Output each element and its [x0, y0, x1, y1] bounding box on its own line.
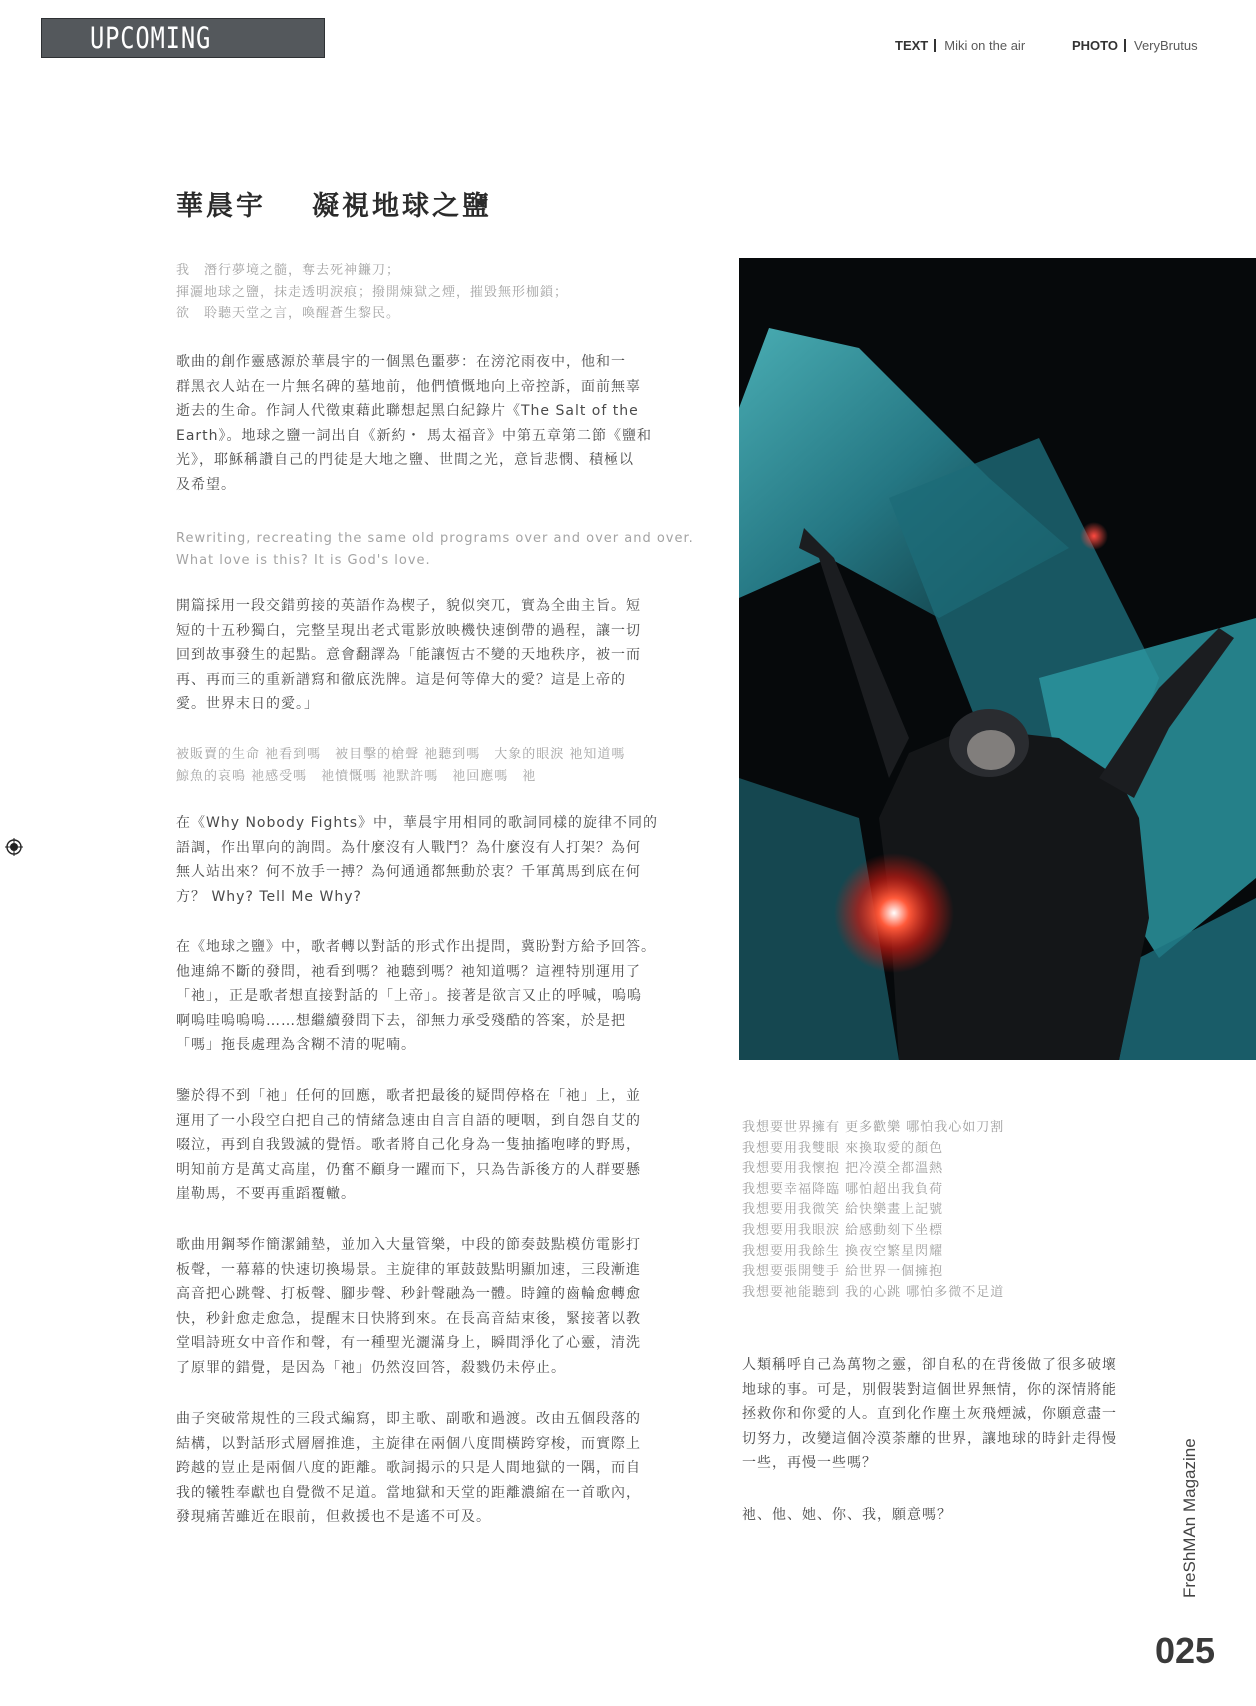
right-lyrics — [742, 1118, 1182, 1303]
text-line: 光》，耶穌稱讚自己的門徒是大地之鹽、世間之光，意旨悲憫、積極以 — [176, 452, 634, 468]
text-line: 啊嗚哇嗚嗚嗚……想繼續發問下去，卻無力承受殘酷的答案，於是把 — [176, 1012, 626, 1029]
english-lyrics — [176, 528, 694, 571]
text-line: 曲子突破常規性的三段式編寫，即主歌、副歌和過渡。改由五個段落的 — [176, 1411, 641, 1427]
lyric-line: What love is this? It is God's love. — [176, 552, 431, 568]
right-paragraph-2 — [742, 1503, 1154, 1528]
lyric-line: 揮灑地球之鹽，抹走透明淚痕；撥開煉獄之煙，摧毀無形枷鎖； — [176, 284, 569, 300]
page-number: 025 — [1155, 1630, 1216, 1671]
text-line: 堂唱詩班女中音作和聲，有一種聖光灑滿身上，瞬間淨化了心靈，清洗 — [176, 1335, 641, 1351]
intro-lyrics — [176, 260, 678, 325]
text-line: 開篇採用一段交錯剪接的英語作為楔子，貌似突兀，實為全曲主旨。短 — [176, 598, 641, 614]
concert-photo — [739, 258, 1256, 1060]
photo-credit-name: VeryBrutus — [1134, 38, 1198, 53]
text-line: 祂、他、她、你、我，願意嗎？ — [742, 1507, 952, 1523]
text-credit-name: Miki on the air — [944, 38, 1026, 53]
title-artist: 華晨宇 — [176, 191, 266, 222]
text-line: 他連綿不斷的發問，祂看到嗎？祂聽到嗎？祂知道嗎？這裡特別運用了 — [176, 963, 641, 980]
text-line: 板聲，一幕幕的快速切換場景。主旋律的軍鼓鼓點明顯加速，三段漸進 — [176, 1261, 641, 1278]
credit-divider — [1124, 39, 1126, 52]
text-line: 人類稱呼自己為萬物之靈，卻自私的在背後做了很多破壞 — [742, 1357, 1117, 1373]
text-line: 拯救你和你愛的人。直到化作塵土灰飛煙滅，你願意盡一 — [742, 1406, 1117, 1422]
mid-lyrics — [176, 744, 678, 787]
text-line: 回到故事發生的起點。意會翻譯為「能讓恆古不變的天地秩序，被一而 — [176, 647, 641, 663]
text-line: Earth》。地球之鹽一詞出自《新約・ 馬太福音》中第五章第二節《鹽和 — [176, 427, 652, 444]
paragraph-4 — [176, 935, 678, 1058]
text-line: 群黑衣人站在一片無名碑的墓地前，他們憤慨地向上帝控訴，面前無辜 — [176, 378, 641, 395]
text-line: 方？ Why? Tell Me Why? — [176, 888, 362, 905]
article-title — [176, 184, 492, 223]
text-line: 逝去的生命。作詞人代徵東藉此聯想起黑白紀錄片《The Salt of the — [176, 403, 639, 419]
text-line: 歌曲用鋼琴作簡潔鋪墊，並加入大量管樂，中段的節奏鼓點模仿電影打 — [176, 1237, 641, 1253]
lyric-line: 被販賣的生命 祂看到嗎 被目擊的槍聲 祂聽到嗎 大象的眼淚 祂知道嗎 — [176, 747, 626, 762]
paragraph-2 — [176, 594, 678, 717]
text-line: 跨越的豈止是兩個八度的距離。歌詞揭示的只是人間地獄的一隅，而自 — [176, 1460, 641, 1476]
paragraph-7 — [176, 1407, 678, 1530]
right-paragraph-1 — [742, 1353, 1154, 1476]
text-line: 快，秒針愈走愈急，提醒末日快將到來。在長高音結束後，緊接著以教 — [176, 1310, 641, 1327]
text-line: 愛。世界末日的愛。」 — [176, 696, 319, 712]
section-label: UPCOMING — [90, 21, 212, 55]
photo-credit-label: PHOTO — [1072, 38, 1118, 53]
text-line: 再、再而三的重新譜寫和徹底洗牌。這是何等偉大的愛？這是上帝的 — [176, 671, 626, 688]
credit-divider — [934, 39, 936, 52]
text-line: 明知前方是萬丈高崖，仍奮不顧身一躍而下，只為告訴後方的人群要懸 — [176, 1161, 641, 1178]
text-line: 在《地球之鹽》中，歌者轉以對話的形式作出提問，冀盼對方給予回答。 — [176, 939, 656, 955]
section-tab — [41, 18, 325, 58]
lyric-line: 我想要用我眼淚 給感動刻下坐標 — [742, 1222, 944, 1238]
text-credit-label: TEXT — [895, 38, 929, 53]
paragraph-3 — [176, 811, 678, 909]
text-line: 我的犧牲奉獻也自覺微不足道。當地獄和天堂的距離濃縮在一首歌內， — [176, 1484, 641, 1501]
text-line: 短的十五秒獨白，完整呈現出老式電影放映機快速倒帶的過程，讓一切 — [176, 622, 641, 639]
text-line: 結構，以對話形式層層推進，主旋律在兩個八度間橫跨穿梭，而實際上 — [176, 1435, 641, 1452]
text-line: 發現痛苦雖近在眼前，但救援也不是遙不可及。 — [176, 1509, 491, 1525]
text-line: 了原罪的錯覺，是因為「祂」仍然沒回答，殺戮仍未停止。 — [176, 1359, 566, 1376]
lyric-line: 我想要幸福降臨 哪怕超出我負荷 — [742, 1181, 944, 1197]
lyric-line: 我想要用我懷抱 把冷漠全都溫熱 — [742, 1161, 944, 1177]
photo-credit — [1072, 38, 1198, 53]
text-line: 及希望。 — [176, 476, 236, 493]
text-line: 運用了一小段空白把自己的情緒急速由自言自語的哽咽，到自怨自艾的 — [176, 1112, 641, 1129]
registration-mark-icon — [5, 838, 23, 856]
text-line: 崖勒馬，不要再重蹈覆轍。 — [176, 1186, 356, 1202]
text-line: 無人站出來？何不放手一搏？為何通通都無動於衷？千軍萬馬到底在何 — [176, 864, 641, 880]
lyric-line: 鯨魚的哀鳴 祂感受嗎 祂憤慨嗎 祂默許嗎 祂回應嗎 祂 — [176, 768, 537, 784]
text-line: 一些，再慢一些嗎？ — [742, 1455, 877, 1471]
lyric-line: 欲 聆聽天堂之言，喚醒蒼生黎民。 — [176, 306, 401, 321]
lyric-line: 我想要祂能聽到 我的心跳 哪怕多微不足道 — [742, 1284, 1005, 1300]
paragraph-1 — [176, 350, 678, 497]
text-line: 地球的事。可是，別假裝對這個世界無情，你的深情將能 — [742, 1381, 1117, 1398]
text-line: 鑒於得不到「祂」任何的回應，歌者把最後的疑問停格在「祂」上，並 — [176, 1088, 641, 1104]
title-song: 凝視地球之鹽 — [312, 191, 492, 222]
lyric-line: 我想要用我微笑 給快樂畫上記號 — [742, 1202, 944, 1218]
magazine-name: FreShMAn Magazine — [1180, 1438, 1199, 1598]
lyric-line: Rewriting, recreating the same old programs over and over and over. — [176, 531, 694, 546]
lyric-line: 我想要用我雙眼 來換取愛的顏色 — [742, 1140, 944, 1156]
lyric-line: 我想要張開雙手 給世界一個擁抱 — [742, 1264, 944, 1280]
text-line: 啜泣，再到自我毀滅的覺悟。歌者將自己化身為一隻抽搐咆哮的野馬， — [176, 1137, 641, 1153]
lyric-line: 我想要世界擁有 更多歡樂 哪怕我心如刀割 — [742, 1120, 1005, 1135]
text-credit — [895, 38, 1025, 53]
lyric-line: 我想要用我餘生 換夜空繁星閃耀 — [742, 1243, 944, 1259]
text-line: 高音把心跳聲、打板聲、腳步聲、秒針聲融為一體。時鐘的齒輪愈轉愈 — [176, 1286, 641, 1302]
text-line: 「嗎」拖長處理為含糊不清的呢喃。 — [176, 1037, 416, 1053]
text-line: 切努力，改變這個冷漠荼蘼的世界，讓地球的時針走得慢 — [742, 1430, 1117, 1447]
text-line: 語調，作出單向的詢問。為什麼沒有人戰鬥？為什麼沒有人打架？為何 — [176, 839, 641, 856]
paragraph-6 — [176, 1233, 678, 1380]
lyric-line: 我 潛行夢境之髓，奪去死神鐮刀； — [176, 263, 401, 278]
text-line: 「祂」，正是歌者想直接對話的「上帝」。接著是欲言又止的呼喊，嗚嗚 — [176, 988, 642, 1004]
paragraph-5 — [176, 1084, 678, 1207]
text-line: 在《Why Nobody Fights》中，華晨宇用相同的歌詞同樣的旋律不同的 — [176, 815, 659, 831]
text-line: 歌曲的創作靈感源於華晨宇的一個黑色噩夢：在滂沱雨夜中，他和一 — [176, 354, 626, 370]
